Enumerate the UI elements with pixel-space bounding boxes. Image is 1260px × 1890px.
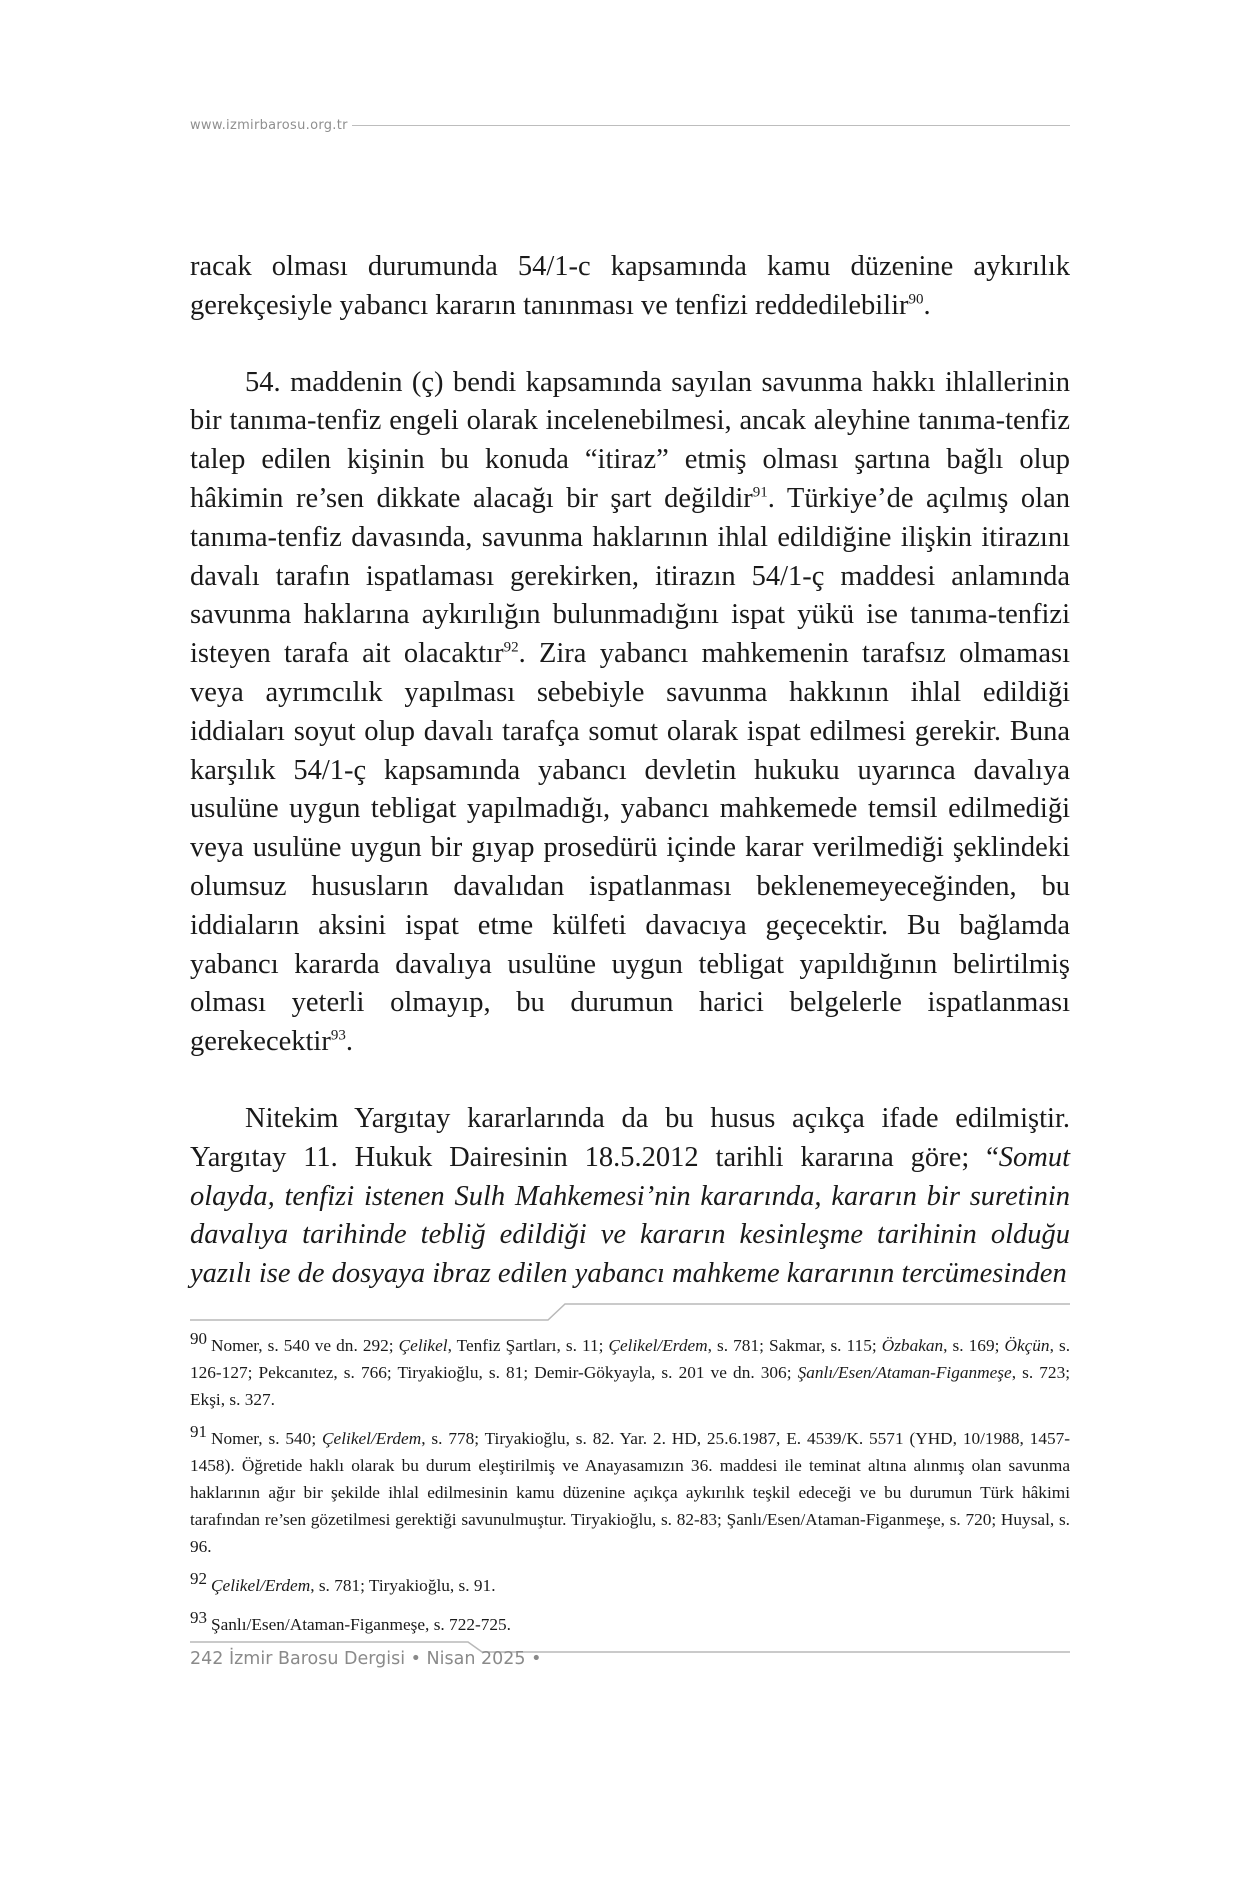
- footnote-text: , s. 781; Tiryakioğlu, s. 91.: [310, 1576, 496, 1595]
- footnote-92: [190, 1569, 1070, 1599]
- footnote-text: , s. 723; Ekşi, s. 327.: [190, 1363, 1071, 1409]
- paragraph-2-text-1: 54. maddenin (ç) bendi kapsamında sayılan savunma hakkı ihlallerinin bir tanıma-tenfiz engeli olarak incelenebilmesi, ancak aleyhine tanıma-tenfiz talep edilen kişinin bu konuda “itiraz” etmiş olması şartına bağlı olup hâkimin re’sen dikkate alacağı bir şart değildir: [190, 366, 1070, 514]
- footnote-93: [190, 1608, 1070, 1638]
- footnote-text: , s. 778; Tiryakioğlu, s. 82. Yar. 2. HD, 25.6.1987, E. 4539/K. 5571 (YHD, 10/1988, 1457-1458). Öğretide haklı olarak bu durum eleştirilmiş ve Anayasamızın 36. maddesi ile teminat altına alınmış olan savunma haklarının ağır bir şekilde ihlal edilmesinin kamu düzenine açıkça aykırılık teşkil edeceği ve bu durumun Türk hâkimi tarafından re’sen gözetilmesi gerektiği savunulmuştur. Tiryakioğlu, s. 82-83; Şanlı/Esen/Ataman-Figanmeşe, s. 720; Huysal, s. 96.: [190, 1429, 1070, 1556]
- paragraph-2-text-3: . Zira yabancı mahkemenin tarafsız olmaması veya ayrımcılık yapılması sebebiyle savunma hakkının ihlal edildiği iddiaları soyut olup davalı tarafça somut olarak ispat edilmesi gerekir. Buna karşılık 54/1-ç kapsamında yabancı devletin hukuku uyarınca davalıya usulüne uygun tebligat yapılmadığı, yabancı mahkemede temsil edilmediği veya usulüne uygun bir gıyap prosedürü içinde karar verilmediği şeklindeki olumsuz hususların davalıdan ispatlanması beklenemeyeceğinden, bu iddiaların aksini ispat etme külfeti davacıya geçecektir. Bu bağlamda yabancı kararda davalıya usulüne uygun tebligat yapıldığının belirtilmiş olması yeterli olmayıp, bu durumun harici belgelerle ispatlanması gerekecektir: [190, 638, 1070, 1058]
- paragraph-2-end: .: [345, 1026, 353, 1058]
- footnote-text: Çelikel/Erdem: [608, 1336, 708, 1355]
- header-url: www.izmirbarosu.org.tr: [190, 117, 348, 133]
- footnote-text: Çelikel/Erdem: [211, 1576, 311, 1595]
- footnote-text: Şanlı/Esen/Ataman-Figanmeşe: [797, 1363, 1012, 1382]
- footnote-90: [190, 1329, 1071, 1413]
- footnote-text: , s. 169;: [943, 1336, 1005, 1355]
- footnote-text: Çelikel: [398, 1336, 448, 1355]
- footnote-number: 93: [190, 1608, 207, 1628]
- main-text: [190, 248, 1070, 1294]
- footnote-number: 91: [190, 1422, 207, 1442]
- footnote-text: , s. 126-127; Pekcanıtez, s. 766; Tiryakioğlu, s. 81; Demir-Gökyayla, s. 201 ve dn. 306;: [190, 1336, 1071, 1382]
- paragraph-1-text: racak olması durumunda 54/1-c kapsamında kamu düzenine aykırılık gerekçesiyle yabancı kararın tanınması ve tenfizi reddedilebilir: [190, 251, 1070, 321]
- footnote-text: Nomer, s. 540;: [211, 1429, 323, 1448]
- footnote-ref-92[interactable]: 92: [503, 639, 519, 656]
- paragraph-3-quote: Somut olayda, tenfizi istenen Sulh Mahkemesi’nin kararında, kararın bir suretinin davalıya tarihinde tebliğ edildiği ve kararın kesinleşme tarihinin olduğu yazılı ise de dosyaya ibraz edilen yabancı mahkeme kararının tercümesinden: [190, 1141, 1070, 1290]
- paragraph-1: [190, 248, 1070, 326]
- footnote-ref-91[interactable]: 91: [752, 484, 768, 501]
- paragraph-2-text-2: . Türkiye’de açılmış olan tanıma-tenfiz davasında, savunma haklarının ihlal edildiğine ilişkin itirazını davalı tarafın ispatlaması gerekirken, itirazın 54/1-ç maddesi anlamında savunma haklarına aykırılığın bulunmadığını ispat yükü ise tanıma-tenfizi isteyen tarafa ait olacaktır: [190, 482, 1070, 670]
- footnotes: [190, 1329, 1071, 1650]
- footnote-text: Çelikel/Erdem: [322, 1429, 422, 1448]
- footnote-text: , s. 781; Sakmar, s. 115;: [707, 1336, 882, 1355]
- paragraph-2: [190, 364, 1070, 1062]
- page-header: [190, 115, 1070, 135]
- footnote-number: 90: [190, 1329, 207, 1349]
- footnote-text: Özbakan: [881, 1336, 944, 1355]
- paragraph-3: [190, 1100, 1070, 1294]
- footnote-91: [190, 1422, 1070, 1560]
- footnote-number: 92: [190, 1569, 207, 1589]
- paragraph-1-end: .: [923, 289, 931, 321]
- footnote-text: Ökçün: [1004, 1336, 1050, 1355]
- header-rule: [352, 125, 1070, 126]
- footnote-text: Nomer, s. 540 ve dn. 292;: [211, 1336, 399, 1355]
- footnote-ref-93[interactable]: 93: [330, 1027, 346, 1044]
- paragraph-3-text: Nitekim Yargıtay kararlarında da bu husus açıkça ifade edilmiştir. Yargıtay 11. Hukuk Dairesinin 18.5.2012 tarihli kararına göre; “: [190, 1102, 1070, 1173]
- footnote-text: Şanlı/Esen/Ataman-Figanmeşe, s. 722-725.: [211, 1615, 511, 1634]
- footnote-ref-90[interactable]: 90: [908, 291, 924, 308]
- page-footer: 242 İzmir Barosu Dergisi • Nisan 2025 •: [190, 1649, 542, 1669]
- footnote-text: , Tenfiz Şartları, s. 11;: [447, 1336, 609, 1355]
- footnote-divider: [190, 1302, 1070, 1322]
